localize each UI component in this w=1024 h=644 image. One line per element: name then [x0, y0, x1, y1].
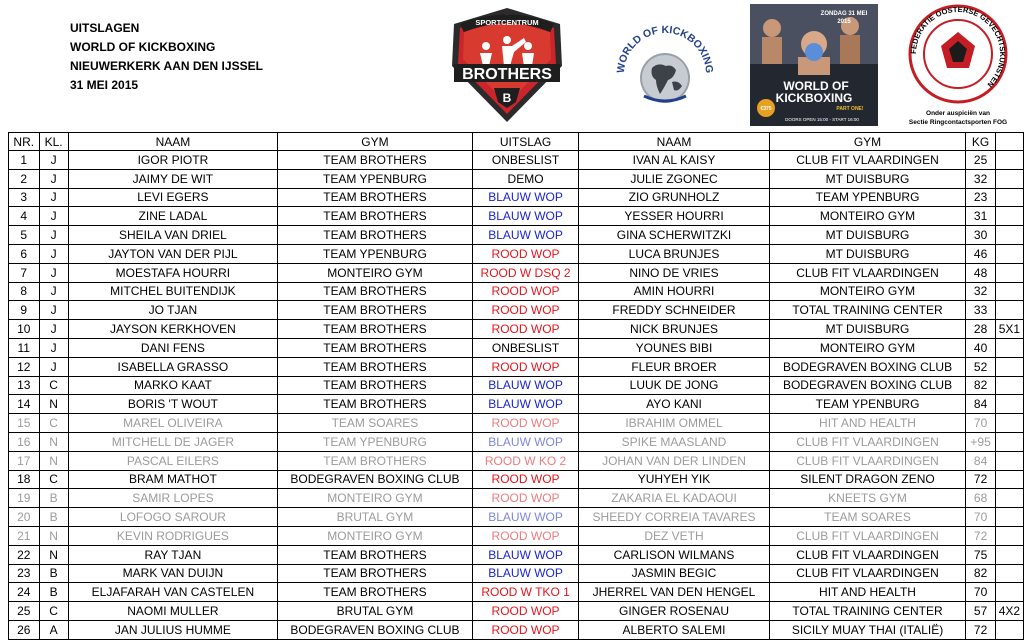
table-row: [9, 395, 1024, 414]
bout-rounds: [995, 414, 1023, 433]
fighter-blue-name: ZINE LADAL: [68, 207, 277, 226]
fighter-blue-name: LOFOGO SAROUR: [68, 508, 277, 527]
bout-weight: 40: [966, 338, 996, 357]
fighter-blue-gym: TEAM BROTHERS: [278, 564, 473, 583]
bout-class: B: [39, 489, 68, 508]
fighter-blue-gym: TEAM BROTHERS: [278, 357, 473, 376]
fighter-blue-gym: TEAM BROTHERS: [278, 395, 473, 414]
fighter-red-gym: TOTAL TRAINING CENTER: [769, 301, 966, 320]
fighter-blue-name: MITCHELL DE JAGER: [68, 432, 277, 451]
bout-weight: 32: [966, 169, 996, 188]
table-row: [9, 263, 1024, 282]
header-class: KL.: [39, 133, 68, 151]
fighter-blue-name: SAMIR LOPES: [68, 489, 277, 508]
fighter-blue-name: MOESTAFA HOURRI: [68, 263, 277, 282]
fighter-red-name: JASMIN BEGIC: [579, 564, 770, 583]
fighter-blue-name: ISABELLA GRASSO: [68, 357, 277, 376]
bout-class: C: [39, 470, 68, 489]
fighter-red-gym: SILENT DRAGON ZENO: [769, 470, 966, 489]
bout-number: 16: [9, 432, 40, 451]
fighter-red-gym: MT DUISBURG: [769, 226, 966, 245]
bout-number: 8: [9, 282, 40, 301]
table-row: [9, 489, 1024, 508]
bout-class: N: [39, 432, 68, 451]
fighter-blue-name: MITCHEL BUITENDIJK: [68, 282, 277, 301]
bout-rounds: [995, 451, 1023, 470]
table-row: [9, 357, 1024, 376]
bout-class: J: [39, 357, 68, 376]
bout-class: N: [39, 545, 68, 564]
bout-weight: 31: [966, 207, 996, 226]
fighter-blue-name: LEVI EGERS: [68, 188, 277, 207]
bout-number: 4: [9, 207, 40, 226]
bout-result: ROOD WOP: [472, 414, 578, 433]
fighter-red-name: ALBERTO SALEMI: [579, 620, 770, 639]
fighter-red-gym: HIT AND HEALTH: [769, 583, 966, 602]
fighter-red-name: NINO DE VRIES: [579, 263, 770, 282]
fighter-red-gym: TEAM YPENBURG: [769, 188, 966, 207]
fighter-red-name: GINA SCHERWITZKI: [579, 226, 770, 245]
fighter-blue-gym: TEAM YPENBURG: [278, 432, 473, 451]
bout-number: 21: [9, 526, 40, 545]
bout-result: ROOD W KO 2: [472, 451, 578, 470]
bout-rounds: [995, 526, 1023, 545]
bout-weight: 23: [966, 188, 996, 207]
bout-class: B: [39, 583, 68, 602]
world-of-kickboxing-logo: [612, 22, 718, 108]
bout-rounds: 5X1: [995, 320, 1023, 339]
bout-rounds: [995, 263, 1023, 282]
bout-class: C: [39, 414, 68, 433]
table-row: [9, 207, 1024, 226]
fighter-blue-gym: TEAM BROTHERS: [278, 583, 473, 602]
header-nr: NR.: [9, 133, 40, 151]
bout-class: A: [39, 620, 68, 639]
bout-result: ONBESLIST: [472, 338, 578, 357]
fighter-blue-gym: BODEGRAVEN BOXING CLUB: [278, 620, 473, 639]
bout-number: 9: [9, 301, 40, 320]
header-title: UITSLAGEN: [70, 21, 140, 35]
fighter-red-gym: TOTAL TRAINING CENTER: [769, 602, 966, 621]
bout-class: J: [39, 169, 68, 188]
table-row: [9, 414, 1024, 433]
table-row: [9, 282, 1024, 301]
fighter-blue-gym: TEAM YPENBURG: [278, 169, 473, 188]
fighter-red-name: IBRAHIM OMMEL: [579, 414, 770, 433]
event-poster: [750, 4, 878, 126]
header-weight: KG: [966, 133, 996, 151]
bout-class: J: [39, 226, 68, 245]
table-row: [9, 545, 1024, 564]
header-gym-red: GYM: [769, 133, 966, 151]
table-row: [9, 320, 1024, 339]
results-table: [8, 132, 1024, 640]
fighter-red-name: SPIKE MAASLAND: [579, 432, 770, 451]
bout-number: 13: [9, 376, 40, 395]
fog-subtitle-1: Onder auspiciën van: [926, 110, 990, 117]
bout-class: J: [39, 301, 68, 320]
bout-class: C: [39, 602, 68, 621]
bout-class: J: [39, 338, 68, 357]
bout-number: 18: [9, 470, 40, 489]
fighter-red-gym: CLUB FIT VLAARDINGEN: [769, 151, 966, 170]
bout-result: BLAUW WOP: [472, 545, 578, 564]
bout-result: BLAUW WOP: [472, 207, 578, 226]
fighter-red-name: ZIO GRUNHOLZ: [579, 188, 770, 207]
table-row: [9, 188, 1024, 207]
fighter-red-name: SHEEDY CORREIA TAVARES: [579, 508, 770, 527]
fighter-red-gym: CLUB FIT VLAARDINGEN: [769, 263, 966, 282]
bout-rounds: [995, 226, 1023, 245]
fighter-blue-name: MAREL OLIVEIRA: [68, 414, 277, 433]
fighter-red-name: AMIN HOURRI: [579, 282, 770, 301]
bout-weight: 72: [966, 526, 996, 545]
bout-weight: 70: [966, 583, 996, 602]
header-name-red: NAAM: [579, 133, 770, 151]
bout-number: 1: [9, 151, 40, 170]
table-row: [9, 151, 1024, 170]
bout-class: J: [39, 320, 68, 339]
bout-class: J: [39, 151, 68, 170]
bout-rounds: [995, 244, 1023, 263]
bout-rounds: [995, 620, 1023, 639]
table-row: [9, 376, 1024, 395]
bout-rounds: [995, 395, 1023, 414]
fighter-blue-gym: TEAM BROTHERS: [278, 226, 473, 245]
bout-rounds: [995, 376, 1023, 395]
fighter-blue-name: MARK VAN DUIJN: [68, 564, 277, 583]
bout-rounds: [995, 151, 1023, 170]
bout-weight: 82: [966, 376, 996, 395]
fighter-red-name: FREDDY SCHNEIDER: [579, 301, 770, 320]
fighter-red-name: CARLISON WILMANS: [579, 545, 770, 564]
bout-class: J: [39, 282, 68, 301]
fighter-blue-gym: MONTEIRO GYM: [278, 263, 473, 282]
table-row: [9, 301, 1024, 320]
bout-weight: 70: [966, 508, 996, 527]
bout-rounds: [995, 508, 1023, 527]
fighter-red-gym: MONTEIRO GYM: [769, 282, 966, 301]
poster-year: 2015: [837, 19, 851, 25]
bout-number: 2: [9, 169, 40, 188]
bout-number: 25: [9, 602, 40, 621]
fighter-blue-name: BORIS 'T WOUT: [68, 395, 277, 414]
fighter-red-name: IVAN AL KAISY: [579, 151, 770, 170]
bout-result: BLAUW WOP: [472, 432, 578, 451]
bout-weight: 75: [966, 545, 996, 564]
fighter-red-name: JOHAN VAN DER LINDEN: [579, 451, 770, 470]
fighter-blue-gym: TEAM BROTHERS: [278, 282, 473, 301]
bout-result: BLAUW WOP: [472, 226, 578, 245]
bout-number: 3: [9, 188, 40, 207]
fighter-blue-gym: TEAM BROTHERS: [278, 545, 473, 564]
brothers-top-text: SPORTCENTRUM: [475, 18, 539, 27]
header-location: NIEUWERKERK AAN DEN IJSSEL: [70, 59, 263, 73]
fighter-red-name: DEZ VETH: [579, 526, 770, 545]
bout-result: ROOD WOP: [472, 357, 578, 376]
bout-result: ROOD WOP: [472, 470, 578, 489]
bout-rounds: [995, 489, 1023, 508]
fighter-red-name: YUHYEH YIK: [579, 470, 770, 489]
bout-rounds: [995, 470, 1023, 489]
brothers-main-text: BROTHERS: [462, 66, 552, 83]
bout-weight: 72: [966, 470, 996, 489]
bout-rounds: [995, 545, 1023, 564]
bout-result: ROOD W TKO 1: [472, 583, 578, 602]
fighter-red-name: YOUNES BIBI: [579, 338, 770, 357]
bout-rounds: [995, 169, 1023, 188]
fighter-blue-gym: TEAM BROTHERS: [278, 320, 473, 339]
fighter-red-name: ZAKARIA EL KADAOUI: [579, 489, 770, 508]
bout-rounds: [995, 207, 1023, 226]
bout-weight: 82: [966, 564, 996, 583]
table-row: [9, 338, 1024, 357]
fighter-blue-name: SHEILA VAN DRIEL: [68, 226, 277, 245]
poster-date: ZONDAG 31 MEI: [820, 11, 868, 17]
bout-rounds: [995, 338, 1023, 357]
bout-result: BLAUW WOP: [472, 395, 578, 414]
bout-result: ONBESLIST: [472, 151, 578, 170]
bout-result: ROOD W DSQ 2: [472, 263, 578, 282]
table-row: [9, 508, 1024, 527]
fighter-blue-name: DANI FENS: [68, 338, 277, 357]
bout-number: 14: [9, 395, 40, 414]
poster-title-line1: WORLD OF: [783, 79, 849, 93]
header-result: UITSLAG: [472, 133, 578, 151]
bout-class: J: [39, 188, 68, 207]
table-row: [9, 526, 1024, 545]
bout-number: 22: [9, 545, 40, 564]
fighter-red-name: YESSER HOURRI: [579, 207, 770, 226]
fog-ring-text: FEDERATIE OOSTERSE GEVECHTSKUNSTEN: [908, 4, 1008, 90]
bout-result: BLAUW WOP: [472, 564, 578, 583]
table-row: [9, 470, 1024, 489]
bout-class: J: [39, 207, 68, 226]
table-row: [9, 451, 1024, 470]
fighter-blue-name: BRAM MATHOT: [68, 470, 277, 489]
bout-number: 24: [9, 583, 40, 602]
poster-price: €375: [760, 106, 772, 112]
bout-number: 15: [9, 414, 40, 433]
fighter-red-name: AYO KANI: [579, 395, 770, 414]
fighter-red-gym: CLUB FIT VLAARDINGEN: [769, 545, 966, 564]
bout-number: 12: [9, 357, 40, 376]
fog-seal-logo: [902, 4, 1014, 128]
fighter-red-gym: MONTEIRO GYM: [769, 338, 966, 357]
bout-weight: 48: [966, 263, 996, 282]
bout-number: 11: [9, 338, 40, 357]
bout-weight: 25: [966, 151, 996, 170]
fighter-red-gym: MT DUISBURG: [769, 244, 966, 263]
bout-class: C: [39, 376, 68, 395]
bout-result: BLAUW WOP: [472, 376, 578, 395]
header-rounds: [995, 133, 1023, 151]
fighter-red-gym: BODEGRAVEN BOXING CLUB: [769, 376, 966, 395]
bout-rounds: [995, 564, 1023, 583]
bout-number: 20: [9, 508, 40, 527]
poster-title-line2: KICKBOXING: [775, 91, 853, 105]
table-row: [9, 432, 1024, 451]
bout-weight: 84: [966, 395, 996, 414]
bout-weight: 30: [966, 226, 996, 245]
header-name-blue: NAAM: [68, 133, 277, 151]
fighter-blue-gym: TEAM BROTHERS: [278, 376, 473, 395]
fighter-blue-name: RAY TJAN: [68, 545, 277, 564]
fighter-red-name: LUUK DE JONG: [579, 376, 770, 395]
table-row: [9, 564, 1024, 583]
fighter-red-name: JHERREL VAN DEN HENGEL: [579, 583, 770, 602]
brothers-logo: [444, 4, 570, 124]
fighter-red-name: NICK BRUNJES: [579, 320, 770, 339]
bout-weight: 28: [966, 320, 996, 339]
bout-rounds: 4X2: [995, 602, 1023, 621]
bout-rounds: [995, 301, 1023, 320]
fighter-red-gym: BODEGRAVEN BOXING CLUB: [769, 357, 966, 376]
bout-result: BLAUW WOP: [472, 188, 578, 207]
bout-result: DEMO: [472, 169, 578, 188]
fighter-blue-gym: TEAM BROTHERS: [278, 451, 473, 470]
bout-weight: 32: [966, 282, 996, 301]
bout-class: J: [39, 263, 68, 282]
fighter-red-name: GINGER ROSENAU: [579, 602, 770, 621]
bout-result: ROOD WOP: [472, 489, 578, 508]
bout-rounds: [995, 583, 1023, 602]
bout-weight: 68: [966, 489, 996, 508]
fighter-blue-name: NAOMI MULLER: [68, 602, 277, 621]
bout-result: ROOD WOP: [472, 244, 578, 263]
bout-weight: 72: [966, 620, 996, 639]
fighter-blue-gym: BODEGRAVEN BOXING CLUB: [278, 470, 473, 489]
fighter-red-gym: CLUB FIT VLAARDINGEN: [769, 432, 966, 451]
fighter-blue-name: JAN JULIUS HUMME: [68, 620, 277, 639]
wok-arc-text: WORLD OF KICKBOXING: [614, 23, 716, 74]
bout-class: N: [39, 395, 68, 414]
bout-rounds: [995, 282, 1023, 301]
bout-number: 10: [9, 320, 40, 339]
fighter-blue-name: JAYTON VAN DER PIJL: [68, 244, 277, 263]
table-header-row: [9, 133, 1024, 151]
bout-result: ROOD WOP: [472, 320, 578, 339]
fighter-blue-name: JO TJAN: [68, 301, 277, 320]
fighter-red-name: JULIE ZGONEC: [579, 169, 770, 188]
table-row: [9, 583, 1024, 602]
fighter-blue-name: JAYSON KERKHOVEN: [68, 320, 277, 339]
bout-weight: 57: [966, 602, 996, 621]
fighter-blue-name: IGOR PIOTR: [68, 151, 277, 170]
table-row: [9, 620, 1024, 639]
bout-class: B: [39, 508, 68, 527]
fighter-red-name: LUCA BRUNJES: [579, 244, 770, 263]
bout-number: 26: [9, 620, 40, 639]
fighter-red-gym: CLUB FIT VLAARDINGEN: [769, 564, 966, 583]
fighter-red-name: FLEUR BROER: [579, 357, 770, 376]
fighter-blue-name: PASCAL EILERS: [68, 451, 277, 470]
table-row: [9, 169, 1024, 188]
bout-number: 19: [9, 489, 40, 508]
fighter-red-gym: KNEETS GYM: [769, 489, 966, 508]
fighter-blue-gym: TEAM BROTHERS: [278, 188, 473, 207]
bout-class: N: [39, 526, 68, 545]
bout-number: 6: [9, 244, 40, 263]
fighter-blue-name: JAIMY DE WIT: [68, 169, 277, 188]
fighter-blue-name: ELJAFARAH VAN CASTELEN: [68, 583, 277, 602]
bout-rounds: [995, 432, 1023, 451]
header-event-name: WORLD OF KICKBOXING: [70, 40, 216, 54]
bout-result: ROOD WOP: [472, 282, 578, 301]
bout-rounds: [995, 357, 1023, 376]
bout-result: ROOD WOP: [472, 526, 578, 545]
bout-weight: +95: [966, 432, 996, 451]
fighter-red-gym: CLUB FIT VLAARDINGEN: [769, 526, 966, 545]
bout-result: ROOD WOP: [472, 602, 578, 621]
header-date: 31 MEI 2015: [70, 78, 139, 92]
bout-number: 7: [9, 263, 40, 282]
bout-class: J: [39, 244, 68, 263]
fighter-blue-gym: BRUTAL GYM: [278, 508, 473, 527]
bout-weight: 70: [966, 414, 996, 433]
table-row: [9, 244, 1024, 263]
fighter-blue-gym: MONTEIRO GYM: [278, 489, 473, 508]
fighter-blue-name: KEVIN RODRIGUES: [68, 526, 277, 545]
poster-doors: DOORS OPEN 15:00 - START 16:00: [785, 117, 859, 122]
bout-weight: 52: [966, 357, 996, 376]
fighter-red-gym: MT DUISBURG: [769, 320, 966, 339]
table-row: [9, 226, 1024, 245]
fighter-blue-gym: TEAM BROTHERS: [278, 338, 473, 357]
header-gym-blue: GYM: [278, 133, 473, 151]
bout-class: B: [39, 564, 68, 583]
poster-part: PART ONE!: [836, 106, 864, 112]
table-row: [9, 602, 1024, 621]
fighter-blue-gym: TEAM BROTHERS: [278, 301, 473, 320]
fog-subtitle-2: Sectie Ringcontactsporten FOG: [908, 119, 1008, 126]
fighter-red-gym: MT DUISBURG: [769, 169, 966, 188]
bout-class: N: [39, 451, 68, 470]
bout-result: ROOD WOP: [472, 620, 578, 639]
bout-result: BLAUW WOP: [472, 508, 578, 527]
fighter-red-gym: SICILY MUAY THAI (ITALIË): [769, 620, 966, 639]
bout-number: 5: [9, 226, 40, 245]
fighter-red-gym: HIT AND HEALTH: [769, 414, 966, 433]
bout-weight: 33: [966, 301, 996, 320]
fighter-red-gym: TEAM SOARES: [769, 508, 966, 527]
fighter-red-gym: CLUB FIT VLAARDINGEN: [769, 451, 966, 470]
fighter-blue-gym: BRUTAL GYM: [278, 602, 473, 621]
fighter-blue-gym: TEAM SOARES: [278, 414, 473, 433]
fighter-blue-gym: TEAM BROTHERS: [278, 207, 473, 226]
fighter-red-gym: MONTEIRO GYM: [769, 207, 966, 226]
bout-weight: 84: [966, 451, 996, 470]
fighter-blue-gym: MONTEIRO GYM: [278, 526, 473, 545]
event-header: [70, 19, 263, 95]
fighter-red-gym: TEAM YPENBURG: [769, 395, 966, 414]
fighter-blue-name: MARKO KAAT: [68, 376, 277, 395]
bout-number: 23: [9, 564, 40, 583]
fighter-blue-gym: TEAM BROTHERS: [278, 151, 473, 170]
bout-number: 17: [9, 451, 40, 470]
bout-weight: 46: [966, 244, 996, 263]
bout-rounds: [995, 188, 1023, 207]
bout-result: ROOD WOP: [472, 301, 578, 320]
brothers-letter: B: [502, 91, 512, 105]
fighter-blue-gym: TEAM YPENBURG: [278, 244, 473, 263]
